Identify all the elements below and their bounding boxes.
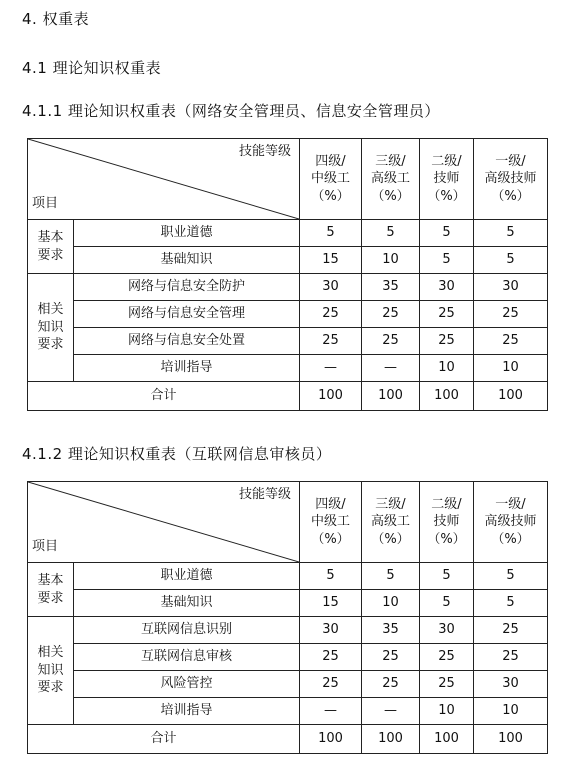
total-value: 100 (474, 382, 548, 411)
value-cell: 25 (300, 301, 362, 328)
section-heading-4-1-1: 4.1.1 理论知识权重表（网络安全管理员、信息安全管理员） (22, 102, 440, 120)
category-basic: 基本 要求 (28, 220, 74, 274)
weight-table-1-container (27, 138, 547, 411)
item-label: 培训指导 (74, 355, 300, 382)
level-header-3: 三级/ 高级工 （%） (362, 482, 420, 563)
level-header-1: 一级/ 高级技师 （%） (474, 482, 548, 563)
weight-table-2-container (27, 481, 547, 754)
value-cell: 5 (474, 220, 548, 247)
total-label: 合计 (28, 725, 300, 754)
value-cell: 10 (420, 698, 474, 725)
value-cell: 5 (420, 220, 474, 247)
item-label: 培训指导 (74, 698, 300, 725)
level-header-4: 四级/ 中级工 （%） (300, 482, 362, 563)
level-header-3: 三级/ 高级工 （%） (362, 139, 420, 220)
skill-level-label: 技能等级 (238, 144, 291, 159)
category-related: 相关 知识 要求 (28, 617, 74, 725)
item-label: 互联网信息审核 (74, 644, 300, 671)
value-cell: — (300, 355, 362, 382)
value-cell: 15 (300, 247, 362, 274)
total-value: 100 (362, 725, 420, 754)
item-label: 基础知识 (74, 247, 300, 274)
section-heading-4-1: 4.1 理论知识权重表 (22, 59, 162, 77)
section-heading-4: 4. 权重表 (22, 10, 90, 28)
total-value: 100 (474, 725, 548, 754)
value-cell: 10 (474, 355, 548, 382)
value-cell: 25 (362, 671, 420, 698)
value-cell: 25 (300, 644, 362, 671)
value-cell: 35 (362, 617, 420, 644)
value-cell: 5 (420, 247, 474, 274)
total-value: 100 (362, 382, 420, 411)
item-label: 网络与信息安全处置 (74, 328, 300, 355)
value-cell: 25 (300, 328, 362, 355)
value-cell: — (362, 698, 420, 725)
header-diagonal-cell (28, 482, 300, 563)
value-cell: 5 (474, 590, 548, 617)
total-value: 100 (300, 382, 362, 411)
item-label: 网络与信息安全管理 (74, 301, 300, 328)
value-cell: 25 (474, 644, 548, 671)
total-value: 100 (300, 725, 362, 754)
value-cell: 10 (420, 355, 474, 382)
value-cell: 5 (420, 590, 474, 617)
value-cell: 25 (420, 671, 474, 698)
value-cell: 25 (362, 644, 420, 671)
value-cell: 35 (362, 274, 420, 301)
section-heading-4-1-2: 4.1.2 理论知识权重表（互联网信息审核员） (22, 445, 332, 463)
value-cell: 5 (300, 220, 362, 247)
project-label: 项目 (32, 196, 59, 212)
value-cell: 10 (362, 590, 420, 617)
value-cell: 25 (420, 644, 474, 671)
level-header-2: 二级/ 技师 （%） (420, 482, 474, 563)
value-cell: 30 (420, 274, 474, 301)
total-value: 100 (420, 725, 474, 754)
value-cell: 25 (420, 301, 474, 328)
value-cell: — (362, 355, 420, 382)
item-label: 互联网信息识别 (74, 617, 300, 644)
category-related: 相关 知识 要求 (28, 274, 74, 382)
item-label: 职业道德 (74, 220, 300, 247)
item-label: 风险管控 (74, 671, 300, 698)
value-cell: — (300, 698, 362, 725)
value-cell: 5 (362, 220, 420, 247)
weight-table-2 (27, 481, 548, 754)
skill-level-label: 技能等级 (238, 487, 291, 502)
value-cell: 30 (474, 671, 548, 698)
project-label: 项目 (32, 539, 59, 555)
value-cell: 25 (362, 328, 420, 355)
total-value: 100 (420, 382, 474, 411)
value-cell: 25 (474, 301, 548, 328)
value-cell: 30 (300, 274, 362, 301)
value-cell: 15 (300, 590, 362, 617)
value-cell: 5 (474, 247, 548, 274)
weight-table-1 (27, 138, 548, 411)
value-cell: 25 (300, 671, 362, 698)
total-label: 合计 (28, 382, 300, 411)
item-label: 职业道德 (74, 563, 300, 590)
level-header-1: 一级/ 高级技师 （%） (474, 139, 548, 220)
level-header-4: 四级/ 中级工 （%） (300, 139, 362, 220)
value-cell: 5 (362, 563, 420, 590)
value-cell: 10 (362, 247, 420, 274)
value-cell: 5 (420, 563, 474, 590)
level-header-2: 二级/ 技师 （%） (420, 139, 474, 220)
value-cell: 25 (474, 617, 548, 644)
value-cell: 30 (420, 617, 474, 644)
value-cell: 30 (300, 617, 362, 644)
value-cell: 5 (300, 563, 362, 590)
value-cell: 25 (474, 328, 548, 355)
value-cell: 10 (474, 698, 548, 725)
value-cell: 5 (474, 563, 548, 590)
value-cell: 25 (362, 301, 420, 328)
item-label: 网络与信息安全防护 (74, 274, 300, 301)
category-basic: 基本 要求 (28, 563, 74, 617)
value-cell: 25 (420, 328, 474, 355)
value-cell: 30 (474, 274, 548, 301)
item-label: 基础知识 (74, 590, 300, 617)
header-diagonal-cell (28, 139, 300, 220)
